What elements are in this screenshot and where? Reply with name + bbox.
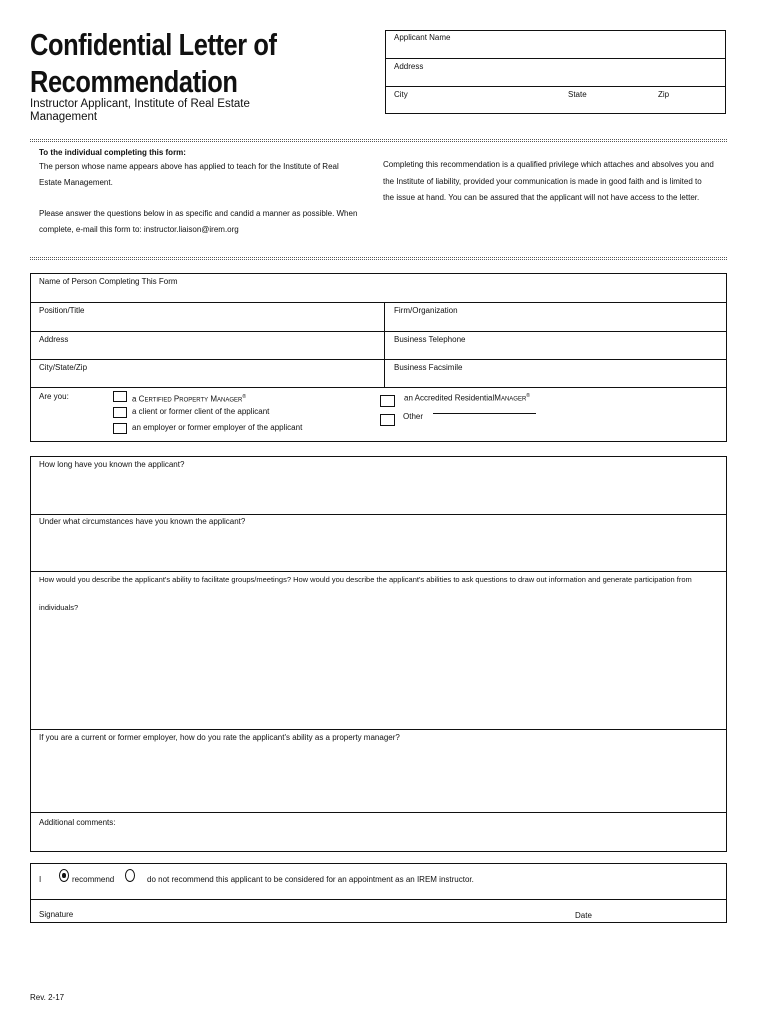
address-label: Address — [39, 335, 69, 344]
client-checkbox[interactable] — [113, 407, 127, 418]
column-divider — [384, 303, 385, 387]
other-option: Other — [403, 412, 424, 421]
fax-label: Business Facsimile — [394, 363, 463, 372]
q1-field[interactable] — [31, 457, 726, 514]
csz-label: City/State/Zip — [39, 363, 88, 372]
title-line-2: Recommendation — [30, 64, 238, 99]
q4-field[interactable] — [31, 730, 726, 811]
i-label: I — [39, 875, 42, 884]
address-field[interactable] — [31, 332, 383, 359]
recommend-label: recommend — [72, 875, 115, 884]
other-line[interactable] — [433, 413, 536, 414]
form-title — [30, 26, 277, 100]
arm-prefix: an Accredited Residential — [404, 393, 495, 403]
q3-label-line-1: How would you describe the applicant's ability to facilitate groups/meetings? How would you describe the applicant's abilities to ask questions to draw out information and generate participation from — [39, 575, 692, 584]
client-option: a client or former client of the applicant — [132, 407, 270, 416]
fax-field[interactable] — [385, 360, 725, 387]
applicant-zip-label: Zip — [658, 90, 670, 99]
revision-label: Rev. 2-17 — [30, 993, 65, 1002]
instructions-left-line-1: The person whose name appears above has applied to teach for the Institute of Real — [39, 162, 339, 171]
instructions-section — [30, 142, 727, 258]
are-you-label: Are you: — [39, 392, 69, 401]
divider — [31, 387, 726, 388]
csz-field[interactable] — [31, 360, 383, 387]
applicant-address-field[interactable] — [386, 59, 725, 86]
instructions-left-line-2: Estate Management. — [39, 178, 113, 187]
cpm-checkbox[interactable] — [113, 391, 127, 402]
applicant-name-label: Applicant Name — [394, 33, 451, 42]
q2-label: Under what circumstances have you known the applicant? — [39, 517, 246, 526]
applicant-name-field[interactable] — [386, 31, 725, 59]
instructions-right-line-1: Completing this recommendation is a qualified privilege which attaches and absolves you and — [383, 160, 714, 169]
date-field[interactable] — [571, 900, 725, 922]
phone-label: Business Telephone — [394, 335, 466, 344]
date-label: Date — [575, 911, 592, 920]
instructions-answer-line-2: complete, e-mail this form to: instructor.liaison@irem.org — [39, 225, 239, 234]
instructions-heading: To the individual completing this form: — [39, 148, 186, 157]
position-label: Position/Title — [39, 306, 85, 315]
q3-label-line-2: individuals? — [39, 603, 79, 612]
other-checkbox[interactable] — [380, 414, 395, 426]
applicant-state-field[interactable] — [562, 87, 652, 113]
position-field[interactable] — [31, 303, 383, 331]
employer-option: an employer or former employer of the applicant — [132, 423, 303, 432]
questions-box — [30, 456, 727, 852]
arm-option — [404, 391, 530, 404]
instructions-right-line-2: the Institute of liability, provided your communication is made in good faith and is limited to — [383, 177, 702, 186]
instructions-right-line-3: the issue at hand. You can be assured that the applicant will not have access to the letter. — [383, 193, 700, 202]
arm-text: Manager — [494, 393, 527, 403]
phone-field[interactable] — [385, 332, 725, 359]
signature-field[interactable] — [31, 900, 551, 922]
form-subtitle: Instructor Applicant, Institute of Real Estate Management — [30, 98, 250, 123]
q2-field[interactable] — [31, 515, 726, 572]
cpm-option — [132, 392, 246, 405]
dotted-rule-bottom — [30, 257, 727, 260]
instructions-answer-line-1: Please answer the questions below in as specific and candid a manner as possible. When — [39, 209, 358, 218]
not-recommend-label: do not recommend this applicant to be considered for an appointment as an IREM instructor. — [147, 875, 474, 884]
not-recommend-radio[interactable] — [125, 869, 135, 882]
signature-label: Signature — [39, 910, 74, 919]
recommender-box — [30, 273, 727, 442]
cpm-reg-mark: ® — [242, 394, 247, 400]
q1-label: How long have you known the applicant? — [39, 460, 185, 469]
recommender-name-field[interactable] — [31, 274, 726, 302]
applicant-city-field[interactable] — [386, 87, 561, 113]
arm-reg-mark: ® — [526, 393, 530, 399]
q3-field[interactable] — [31, 572, 726, 729]
firm-field[interactable] — [385, 303, 725, 331]
applicant-box — [385, 30, 726, 114]
recommend-radio[interactable] — [59, 869, 69, 882]
applicant-city-label: City — [394, 90, 408, 99]
q5-label: Additional comments: — [39, 818, 116, 827]
applicant-state-label: State — [568, 90, 587, 99]
employer-checkbox[interactable] — [113, 423, 127, 434]
applicant-address-label: Address — [394, 62, 424, 71]
firm-label: Firm/Organization — [394, 306, 458, 315]
q4-label: If you are a current or former employer, how do you rate the applicant's ability as a property manager? — [39, 733, 400, 742]
title-line-1: Confidential Letter of — [30, 27, 277, 62]
arm-checkbox[interactable] — [380, 395, 395, 407]
signoff-box — [30, 863, 727, 923]
recommender-name-label: Name of Person Completing This Form — [39, 277, 178, 286]
cpm-prefix: a — [132, 394, 139, 404]
cpm-text: Certified Property Manager — [138, 394, 243, 404]
applicant-zip-field[interactable] — [653, 87, 725, 113]
q5-field[interactable] — [31, 813, 726, 851]
